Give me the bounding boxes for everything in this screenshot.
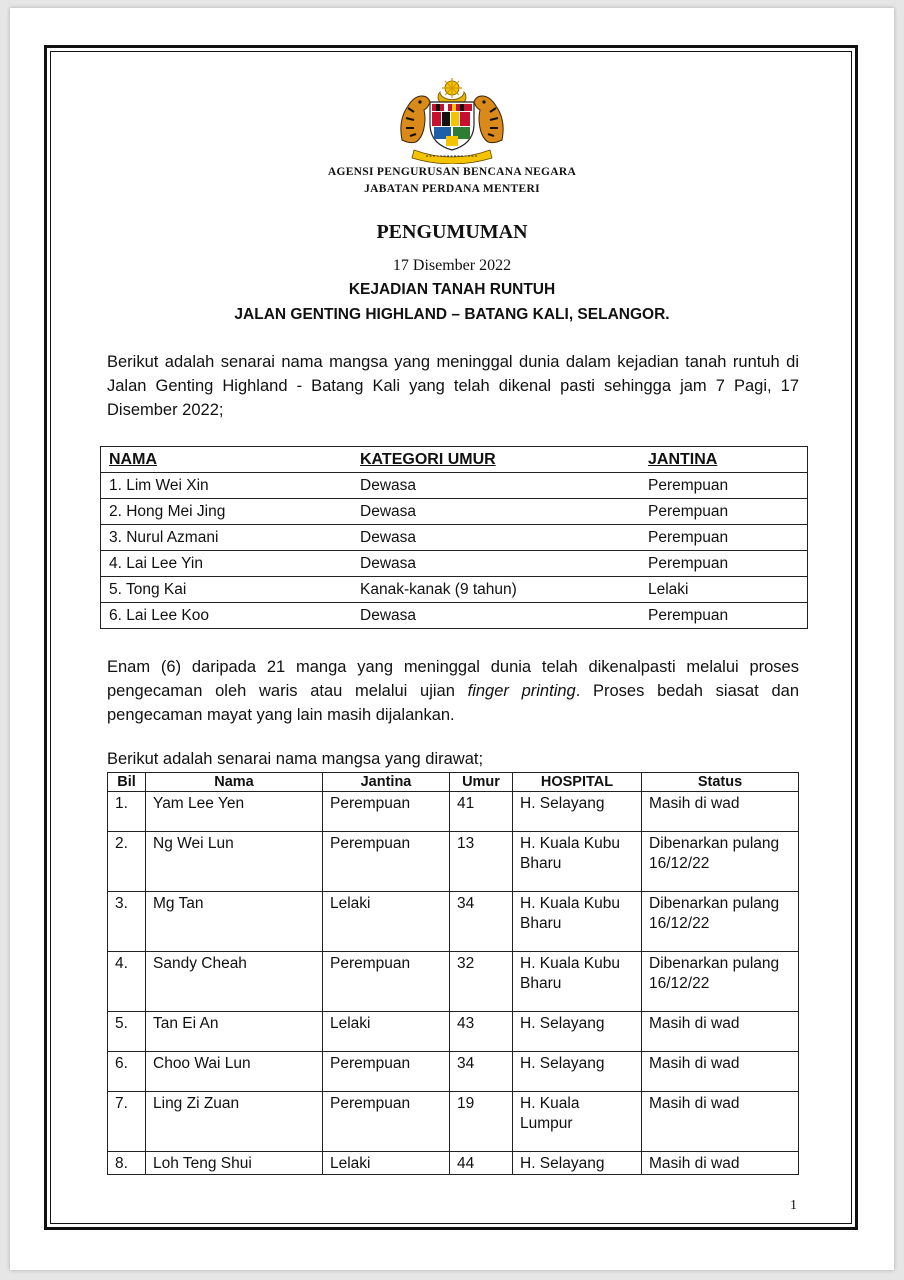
table-cell: Choo Wai Lun <box>146 1052 323 1092</box>
table-row <box>108 892 799 952</box>
column-header: Jantina <box>323 773 450 792</box>
paragraph-text: Enam (6) daripada 21 manga yang meninggal dunia telah dikenalpasti melalui proses pengecaman oleh waris atau melalui ujian <box>107 658 799 700</box>
identification-paragraph <box>107 655 799 727</box>
table-cell: H. Kuala Kubu Bharu <box>513 892 642 952</box>
table-cell: H. Kuala Kubu Bharu <box>513 832 642 892</box>
table-cell: Loh Teng Shui <box>146 1152 323 1175</box>
column-header: HOSPITAL <box>513 773 642 792</box>
table-cell: Masih di wad <box>642 1152 799 1175</box>
table-cell: Ng Wei Lun <box>146 832 323 892</box>
table-cell: 41 <box>450 792 513 832</box>
deceased-table <box>100 446 808 629</box>
table-cell: Perempuan <box>640 525 808 551</box>
table-cell: H. Selayang <box>513 1152 642 1175</box>
table-cell: Lelaki <box>323 1012 450 1052</box>
table-cell: 3. <box>108 892 146 952</box>
table-cell: Dewasa <box>352 525 640 551</box>
table-cell: Perempuan <box>323 952 450 1012</box>
table-cell: Masih di wad <box>642 1092 799 1152</box>
table-cell: Perempuan <box>323 1052 450 1092</box>
table-cell: Perempuan <box>640 499 808 525</box>
table-cell: 1. Lim Wei Xin <box>101 473 353 499</box>
table-cell: 43 <box>450 1012 513 1052</box>
table-cell: Tan Ei An <box>146 1012 323 1052</box>
table-cell: Dibenarkan pulang 16/12/22 <box>642 952 799 1012</box>
column-header: Status <box>642 773 799 792</box>
table-cell: H. Kuala Kubu Bharu <box>513 952 642 1012</box>
table-cell: Dibenarkan pulang 16/12/22 <box>642 892 799 952</box>
paragraph-text: . Proses bedah siasat dan pengecaman mayat yang lain masih dijalankan. <box>107 682 800 724</box>
table-row <box>108 1152 799 1175</box>
coat-of-arms-icon <box>396 78 508 164</box>
table-cell: Perempuan <box>640 473 808 499</box>
table-cell: 8. <box>108 1152 146 1175</box>
paragraph-italic-term: finger printing <box>467 682 576 700</box>
treated-table <box>107 772 799 1175</box>
table-cell: Perempuan <box>323 1092 450 1152</box>
table-cell: 32 <box>450 952 513 1012</box>
table-cell: Perempuan <box>323 832 450 892</box>
table-cell: Ling Zi Zuan <box>146 1092 323 1152</box>
table-header-row <box>108 773 799 792</box>
column-header: JANTINA <box>640 447 808 473</box>
table-cell: 2. <box>108 832 146 892</box>
table-cell: 5. Tong Kai <box>101 577 353 603</box>
department-name: JABATAN PERDANA MENTERI <box>364 183 540 195</box>
table-row <box>108 1092 799 1152</box>
table-cell: Dewasa <box>352 499 640 525</box>
table-header-row <box>101 447 808 473</box>
table-cell: Masih di wad <box>642 1052 799 1092</box>
agency-name: AGENSI PENGURUSAN BENCANA NEGARA <box>327 166 577 178</box>
table-cell: 2. Hong Mei Jing <box>101 499 353 525</box>
table-cell: 34 <box>450 1052 513 1092</box>
table-cell: 6. Lai Lee Koo <box>101 603 353 629</box>
table-cell: Dewasa <box>352 473 640 499</box>
table-row <box>101 577 808 603</box>
table-cell: Perempuan <box>640 603 808 629</box>
table-row <box>108 832 799 892</box>
table-cell: Perempuan <box>640 551 808 577</box>
table-cell: Dibenarkan pulang 16/12/22 <box>642 832 799 892</box>
table-cell: Sandy Cheah <box>146 952 323 1012</box>
table-cell: Lelaki <box>323 892 450 952</box>
table-row <box>108 792 799 832</box>
table-cell: H. Selayang <box>513 792 642 832</box>
table-cell: 44 <box>450 1152 513 1175</box>
table-cell: Masih di wad <box>642 1012 799 1052</box>
table-cell: 7. <box>108 1092 146 1152</box>
table-row <box>108 1012 799 1052</box>
table-cell: Yam Lee Yen <box>146 792 323 832</box>
table-cell: 4. Lai Lee Yin <box>101 551 353 577</box>
intro-paragraph: Berikut adalah senarai nama mangsa yang meninggal dunia dalam kejadian tanah runtuh di Jalan Genting Highland - Batang Kali yang telah dikenal pasti sehingga jam 7 Pagi, 17 Disember 2022; <box>107 353 799 419</box>
table-row <box>108 1052 799 1092</box>
announcement-title: PENGUMUMAN <box>376 221 528 243</box>
table-cell: Mg Tan <box>146 892 323 952</box>
treated-intro: Berikut adalah senarai nama mangsa yang dirawat; <box>107 750 484 768</box>
table-cell: 13 <box>450 832 513 892</box>
table-cell: 4. <box>108 952 146 1012</box>
page-number: 1 <box>790 1198 797 1213</box>
table-cell: 5. <box>108 1012 146 1052</box>
table-cell: Lelaki <box>640 577 808 603</box>
table-cell: H. Kuala Lumpur <box>513 1092 642 1152</box>
table-row <box>101 473 808 499</box>
table-cell: 6. <box>108 1052 146 1092</box>
table-row <box>101 603 808 629</box>
table-row <box>101 551 808 577</box>
table-cell: Masih di wad <box>642 792 799 832</box>
announcement-date: 17 Disember 2022 <box>392 257 512 274</box>
column-header: Bil <box>108 773 146 792</box>
table-cell: Dewasa <box>352 603 640 629</box>
table-cell: Lelaki <box>323 1152 450 1175</box>
table-cell: Perempuan <box>323 792 450 832</box>
table-cell: H. Selayang <box>513 1012 642 1052</box>
table-cell: 34 <box>450 892 513 952</box>
incident-location: JALAN GENTING HIGHLAND – BATANG KALI, SELANGOR. <box>234 306 670 323</box>
table-row <box>108 952 799 1012</box>
column-header: NAMA <box>101 447 353 473</box>
table-cell: Dewasa <box>352 551 640 577</box>
table-row <box>101 525 808 551</box>
column-header: Umur <box>450 773 513 792</box>
table-cell: 19 <box>450 1092 513 1152</box>
table-row <box>101 499 808 525</box>
table-cell: 3. Nurul Azmani <box>101 525 353 551</box>
incident-heading: KEJADIAN TANAH RUNTUH <box>348 281 556 298</box>
table-cell: H. Selayang <box>513 1052 642 1092</box>
table-cell: 1. <box>108 792 146 832</box>
column-header: Nama <box>146 773 323 792</box>
table-cell: Kanak-kanak (9 tahun) <box>352 577 640 603</box>
column-header: KATEGORI UMUR <box>352 447 640 473</box>
